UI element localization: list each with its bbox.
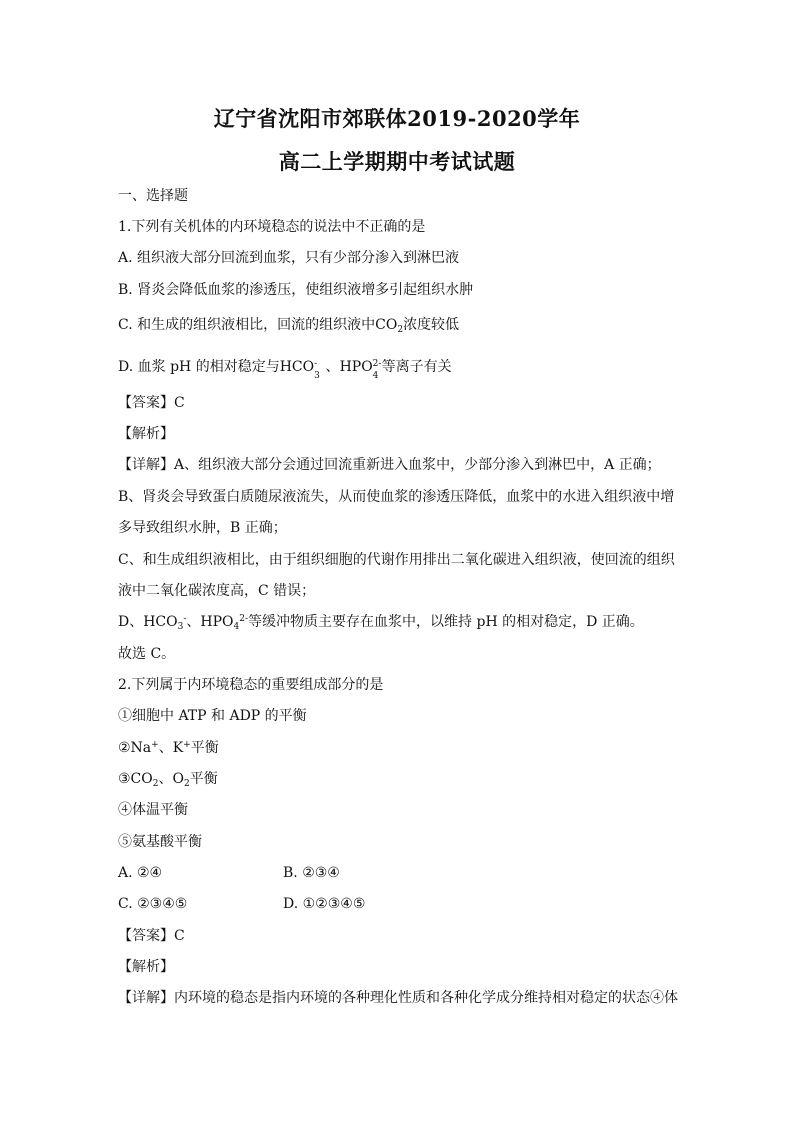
hco3-formula-sub: 3 bbox=[314, 371, 320, 381]
q2-item-3-part2: 、O bbox=[158, 771, 184, 787]
q2-item-2-sup1: + bbox=[151, 740, 159, 750]
q1-option-c-text: C. 和生成的组织液相比，回流的组织液中 bbox=[118, 317, 376, 333]
q2-item-4: ④体温平衡 bbox=[118, 802, 188, 818]
co2-formula-sub: 2 bbox=[397, 325, 404, 335]
q2-item-3-part1: ③CO bbox=[118, 771, 153, 787]
q1-detail-line6-sub1: 3 bbox=[177, 622, 184, 632]
q2-stem: 2.下列属于内环境稳态的重要组成部分的是 bbox=[118, 677, 384, 693]
q1-detail-line5: 液中二氧化碳浓度高，C 错误； bbox=[118, 583, 316, 599]
q2-option-c: C. ②③④⑤ bbox=[118, 896, 188, 912]
doc-title-line1: 辽宁省沈阳市郊联体2019-2020学年 bbox=[213, 106, 581, 131]
section-heading: 一、选择题 bbox=[118, 188, 188, 204]
q1-detail-line6 bbox=[118, 613, 644, 631]
hco3-formula-sup: - bbox=[314, 359, 318, 369]
q2-option-d: D. ①②③④⑤ bbox=[283, 896, 366, 912]
co2-formula-base: CO bbox=[375, 317, 398, 333]
hpo4-formula bbox=[339, 359, 382, 381]
q2-item-2-sup2: + bbox=[183, 740, 191, 750]
q2-item-3 bbox=[118, 770, 218, 788]
q1-detail-line2: B、肾炎会导致蛋白质随尿液流失，从而使血浆的渗透压降低，血浆中的水进入组织液中增 bbox=[118, 489, 675, 505]
q2-option-b: B. ②③④ bbox=[283, 865, 340, 881]
q2-item-1: ①细胞中 ATP 和 ADP 的平衡 bbox=[118, 708, 307, 724]
q1-answer: 【答案】C bbox=[118, 395, 185, 411]
q2-item-2-part2: 、K bbox=[158, 740, 184, 756]
q1-stem: 1.下列有关机体的内环境稳态的说法中不正确的是 bbox=[118, 219, 426, 235]
q1-detail-line6-part1: D、HCO bbox=[118, 614, 178, 630]
hpo4-formula-sup: 2- bbox=[372, 359, 382, 369]
q1-option-c-suffix: 浓度较低 bbox=[403, 317, 460, 333]
q1-detail-line6-sup1: - bbox=[183, 614, 187, 624]
hco3-formula-base: HCO bbox=[279, 359, 315, 375]
q1-option-b: B. 肾炎会降低血浆的渗透压，使组织液增多引起组织水肿 bbox=[118, 282, 474, 298]
q2-item-3-sub2: 2 bbox=[183, 779, 190, 789]
q1-detail-line3: 多导致组织水肿，B 正确； bbox=[118, 520, 287, 536]
q1-option-d-sep: 、 bbox=[321, 359, 340, 375]
q1-conclusion: 故选 C。 bbox=[118, 646, 176, 662]
q2-item-5: ⑤氨基酸平衡 bbox=[118, 834, 202, 850]
q2-answer: 【答案】C bbox=[118, 928, 185, 944]
q2-item-2 bbox=[118, 739, 219, 757]
co2-formula bbox=[375, 317, 403, 333]
q2-item-3-sub1: 2 bbox=[152, 779, 159, 789]
q1-option-a: A. 组织液大部分回流到血浆，只有少部分渗入到淋巴液 bbox=[118, 250, 460, 266]
doc-title-line2: 高二上学期期中考试试题 bbox=[278, 149, 516, 174]
q2-item-2-part3: 平衡 bbox=[190, 740, 219, 756]
hpo4-formula-sub: 4 bbox=[372, 371, 379, 381]
q1-option-d bbox=[118, 358, 452, 381]
q2-analysis-label: 【解析】 bbox=[118, 959, 174, 975]
q2-item-3-part3: 平衡 bbox=[189, 771, 218, 787]
q1-detail-line6-part2: 、HPO bbox=[186, 614, 234, 630]
q1-option-d-text: D. 血浆 pH 的相对稳定与 bbox=[118, 359, 280, 375]
q1-analysis-label: 【解析】 bbox=[118, 426, 174, 442]
q2-option-a: A. ②④ bbox=[118, 865, 163, 881]
q2-detail-line1: 【详解】内环境的稳态是指内环境的各种理化性质和各种化学成分维持相对稳定的状态④体 bbox=[118, 990, 678, 1006]
hco3-formula bbox=[279, 359, 321, 381]
q1-detail-line6-sup2: 2- bbox=[239, 614, 249, 624]
q2-item-2-part1: ②Na bbox=[118, 740, 152, 756]
hpo4-formula-base: HPO bbox=[339, 359, 373, 375]
q1-option-c bbox=[118, 316, 459, 334]
q1-detail-line6-part3: 等缓冲物质主要存在血浆中，以维持 pH 的相对稳定，D 正确。 bbox=[248, 614, 644, 630]
q1-detail-line6-sub2: 4 bbox=[233, 622, 240, 632]
q1-detail-line1: 【详解】A、组织液大部分会通过回流重新进入血浆中，少部分渗入到淋巴中，A 正确； bbox=[118, 457, 661, 473]
q1-detail-line4: C、和生成组织液相比，由于组织细胞的代谢作用排出二氧化碳进入组织液，使回流的组织 bbox=[118, 552, 675, 568]
q1-option-d-suffix: 等离子有关 bbox=[381, 359, 452, 375]
